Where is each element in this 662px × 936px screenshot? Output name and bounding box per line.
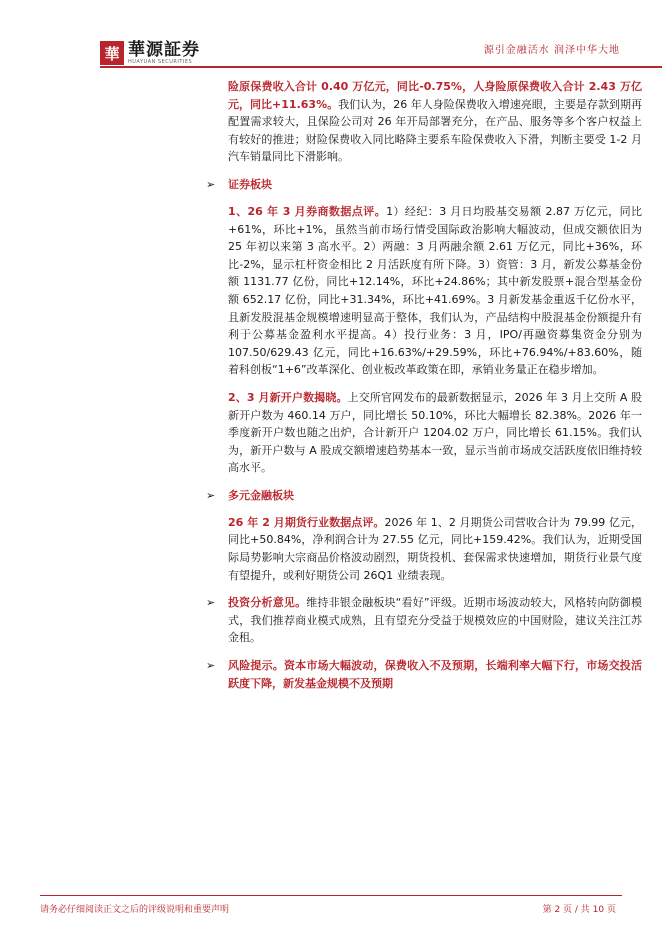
logo-mark: 華 <box>100 41 124 65</box>
risk-warning-paragraph <box>206 657 642 692</box>
arrow-bullet-icon: ➢ <box>206 177 216 191</box>
paragraph-highlight: 1、26 年 3 月券商数据点评。 <box>228 204 387 218</box>
section-title: 证券板块 <box>228 177 272 191</box>
footer-divider <box>40 895 622 896</box>
investment-opinion-paragraph <box>206 594 642 647</box>
section-heading-securities <box>206 176 642 193</box>
risk-warning-text: 风险提示。资本市场大幅波动，保费收入不及预期，长端利率大幅下行，市场交投活跃度下降，新发基金规模不及预期 <box>228 659 642 690</box>
report-body <box>208 78 642 702</box>
paragraph-text: 1）经纪：3 月日均股基交易额 2.87 万亿元，同比+61%，环比+1%，虽然当前市场行情受国际政治影响大幅波动，但成交额依旧为 25 年初以来第 3 高水平。2）两融：3 月两融余额 2.61 万亿元，同比+36%，环比-2%，显示杠杆资金相比 2 月活跃度有所下降。3）资管：3 月，新发公募基金份额 1131.77 亿份，同比+12.14%，环比+24.86%；其中新发股票+混合型基金份额 652.17 亿份，同比+31.34%，环比+41.69%。3 月新发基金重返千亿份水平，且新发股混基金规模增速明显高于整体，我们认为，产品结构中股混基金份额提升有利于公募基金盈利水平提高。4）投行业务：3 月，IPO/再融资募集资金分别为 107.50/629.43 亿元，同比+16.63%/+29.59%，环比+76.94%/+83.60%，随着科创板“1+6”改革深化、创业板改革政策在即，承销业务量正在稳步增加。 <box>228 204 642 377</box>
securities-paragraph-1 <box>228 203 642 379</box>
arrow-bullet-icon: ➢ <box>206 488 216 502</box>
securities-paragraph-2 <box>228 389 642 477</box>
logo-subtitle: HUAYUAN SECURITIES <box>128 59 193 65</box>
paragraph-highlight: 投资分析意见。 <box>228 596 307 610</box>
intro-text: 我们认为，26 年人身险保费收入增速亮眼，主要是存款到期再配置需求较大，且保险公司对 26 年开局部署充分，在产品、服务等多个客户权益上有较好的推进；财险保费收入同比略降主要系车险保费收入下滑，判断主要受 1-2 月汽车销量同比下滑影响。 <box>228 97 642 164</box>
paragraph-text: 上交所官网发布的最新数据显示，2026 年 3 月上交所 A 股新开户数为 460.14 万户，同比增长 50.10%，环比大幅增长 82.38%。2026 年一季度新开户数也随之出炉，合计新开户 1204.02 万户，同比增长 61.15%。我们认为，新开户数与 A 股成交额增速趋势基本一致，显示当前市场成交活跃度依旧维持较高水平。 <box>228 390 642 475</box>
arrow-bullet-icon: ➢ <box>206 659 216 673</box>
paragraph-highlight: 26 年 2 月期货行业数据点评。 <box>228 515 385 529</box>
futures-paragraph <box>228 514 642 584</box>
section-title: 多元金融板块 <box>228 488 294 502</box>
footer-disclaimer: 请务必仔细阅读正文之后的评级说明和重要声明 <box>40 905 230 915</box>
page-header <box>0 0 662 70</box>
intro-paragraph <box>228 78 642 166</box>
paragraph-text: 2026 年 1、2 月期货公司营收合计为 79.99 亿元，同比+50.84%，净利润合计为 27.55 亿元，同比+159.42%。我们认为，近期受国际局势影响大宗商品价格波动剧烈，期货投机、套保需求快速增加，期货行业景气度有望提升，或利好期货公司 26Q1 业绩表现。 <box>228 515 642 582</box>
header-divider <box>100 66 662 68</box>
paragraph-highlight: 2、3 月新开户数揭晓。 <box>228 390 348 404</box>
company-logo <box>100 40 220 66</box>
logo-name: 華源証券 <box>128 40 200 60</box>
paragraph-text: 维持非银金融板块“看好”评级。近期市场波动较大，风格转向防御模式，我们推荐商业模式成熟，且有望充分受益于规模效应的中国财险，建议关注江苏金租。 <box>228 596 642 645</box>
header-slogan: 源引金融活水 润泽中华大地 <box>483 45 620 56</box>
page-number: 第 2 页 / 共 10 页 <box>542 905 616 915</box>
section-heading-diversified-finance <box>206 487 642 504</box>
intro-highlight: 险原保费收入合计 0.40 万亿元，同比-0.75%，人身险原保费收入合计 2.43 万亿元，同比+11.63%。 <box>228 80 642 111</box>
arrow-bullet-icon: ➢ <box>206 596 216 610</box>
